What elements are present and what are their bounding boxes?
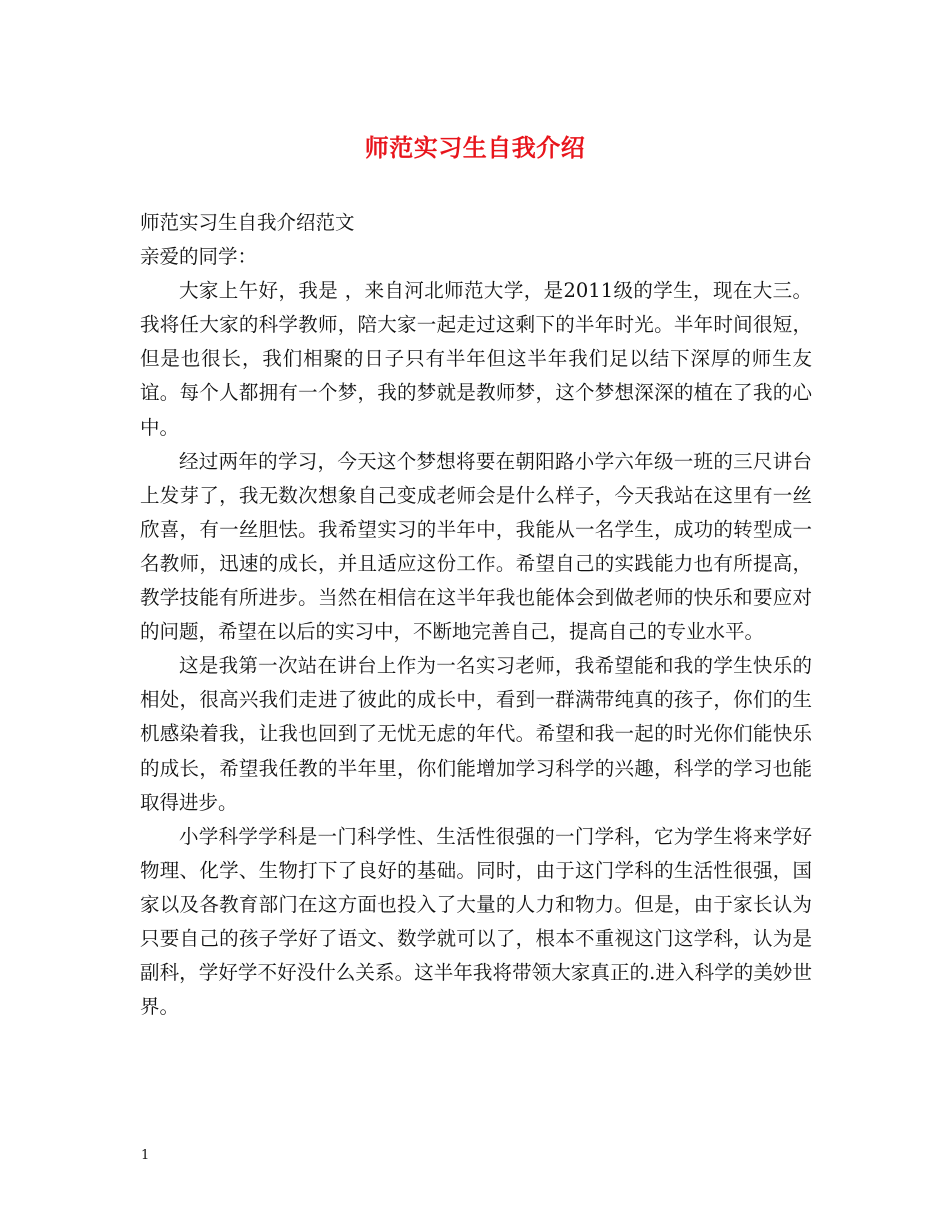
paragraph-2: 经过两年的学习，今天这个梦想将要在朝阳路小学六年级一班的三尺讲台上发芽了，我无数次想象自己变成老师会是什么样子，今天我站在这里有一丝欣喜，有一丝胆怯。我希望实习的半年中，我能从一名学生，成功的转型成一名教师，迅速的成长，并且适应这份工作。希望自己的实践能力也有所提高，教学技能有所进步。当然在相信在这半年我也能体会到做老师的快乐和要应对的问题，希望在以后的实习中，不断地完善自己，提高自己的专业水平。 [140, 449, 812, 644]
paragraph-1: 大家上午好，我是 ，来自河北师范大学，是2011级的学生，现在大三。我将任大家的科学教师，陪大家一起走过这剩下的半年时光。半年时间很短，但是也很长，我们相聚的日子只有半年但这半年我们足以结下深厚的师生友谊。每个人都拥有一个梦，我的梦就是教师梦，这个梦想深深的植在了我的心中。 [140, 279, 812, 439]
document-title: 师范实习生自我介绍 [364, 133, 586, 162]
paragraph-3: 这是我第一次站在讲台上作为一名实习老师，我希望能和我的学生快乐的相处，很高兴我们走进了彼此的成长中，看到一群满带纯真的孩子，你们的生机感染着我，让我也回到了无忧无虑的年代。希望和我一起的时光你们能快乐的成长，希望我任教的半年里，你们能增加学习科学的兴趣，科学的学习也能取得进步。 [140, 654, 812, 814]
subtitle-line: 师范实习生自我介绍范文 [140, 211, 355, 234]
greeting-line: 亲爱的同学： [140, 245, 258, 269]
document-body [140, 206, 812, 1024]
page-number: 1 [141, 1148, 150, 1163]
paragraph-4: 小学科学学科是一门科学性、生活性很强的一门学科，它为学生将来学好物理、化学、生物打下了良好的基础。同时，由于这门学科的生活性很强，国家以及各教育部门在这方面也投入了大量的人力和物力。但是，由于家长认为只要自己的孩子学好了语文、数学就可以了，根本不重视这门这学科，认为是副科，学好学不好没什么关系。这半年我将带领大家真正的.进入科学的美妙世界。 [140, 824, 812, 1019]
